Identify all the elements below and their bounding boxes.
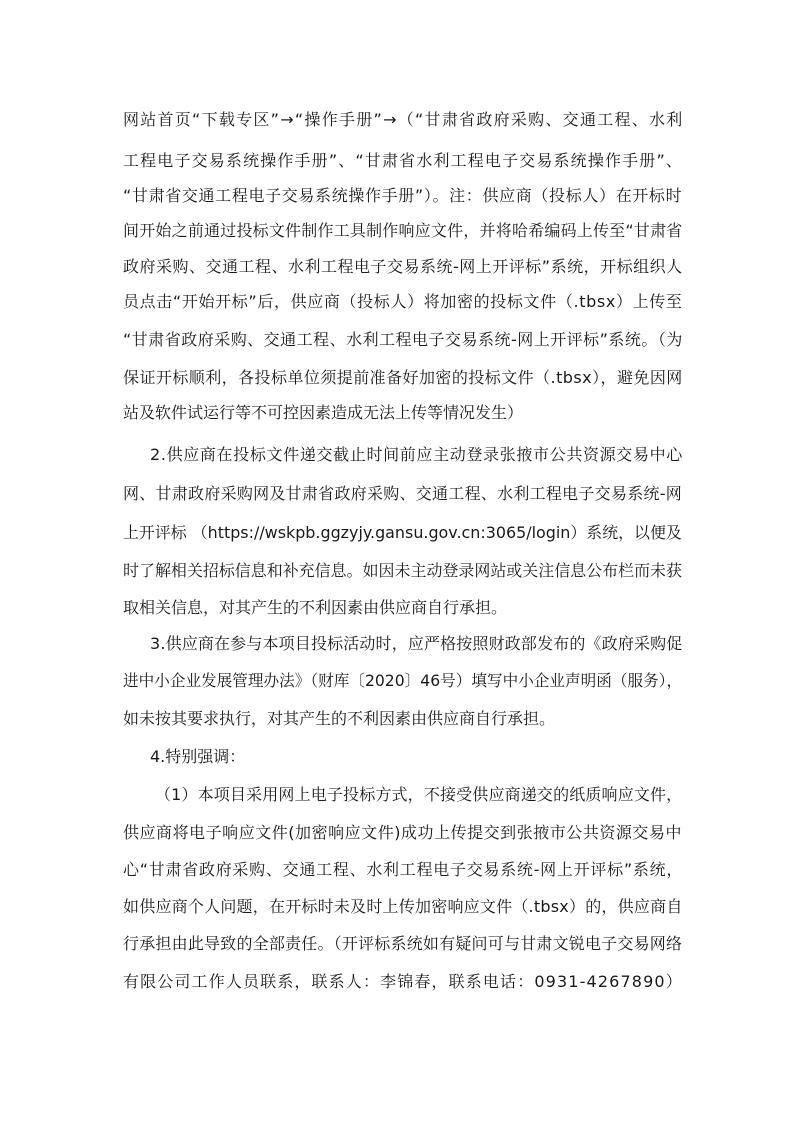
paragraph-line: （1）本项目采用网上电子投标方式，不接受供应商递交的纸质响应文件， bbox=[155, 785, 683, 804]
paragraph-line: 工程电子交易系统操作手册”、“甘肃省水利工程电子交易系统操作手册”、 bbox=[123, 151, 684, 170]
paragraph-line: 进中小企业发展管理办法》（财库〔2020〕46号）填写中小企业声明函（服务）， bbox=[123, 671, 683, 690]
paragraph-line: 间开始之前通过投标文件制作工具制作响应文件，并将哈希编码上传至“甘肃省 bbox=[123, 221, 683, 240]
paragraph-line: 网站首页“下载专区”→“操作手册”→（“甘肃省政府采购、交通工程、水利 bbox=[123, 110, 684, 129]
paragraph-line: 员点击“开始开标”后，供应商（投标人）将加密的投标文件（.tbsx）上传至 bbox=[123, 292, 683, 311]
paragraph-line: 取相关信息，对其产生的不利因素由供应商自行承担。 bbox=[123, 598, 508, 617]
paragraph-line: 供应商将电子响应文件(加密响应文件)成功上传提交到张掖市公共资源交易中 bbox=[123, 823, 683, 842]
paragraph-line: 如未按其要求执行，对其产生的不利因素由供应商自行承担。 bbox=[123, 709, 556, 728]
paragraph-line: 心“甘肃省政府采购、交通工程、水利工程电子交易系统-网上开评标”系统， bbox=[123, 860, 684, 879]
paragraph-line: 时了解相关招标信息和补充信息。如因未主动登录网站或关注信息公布栏而未获 bbox=[123, 561, 683, 580]
paragraph-line: 站及软件试运行等不可控因素造成无法上传等情况发生） bbox=[123, 403, 524, 422]
paragraph-line: 上开评标 （https://wskpb.ggzyjy.gansu.gov.cn:3065/login）系统，以便及 bbox=[123, 523, 682, 542]
paragraph-line: 行承担由此导致的全部责任。（开评标系统如有疑问可与甘肃文锐电子交易网络 bbox=[123, 934, 683, 953]
paragraph-line: “甘肃省政府采购、交通工程、水利工程电子交易系统-网上开评标”系统。（为 bbox=[123, 330, 683, 349]
paragraph-line: 如供应商个人问题，在开标时未及时上传加密响应文件（.tbsx）的，供应商自 bbox=[123, 897, 683, 916]
paragraph-line: “甘肃省交通工程电子交易系统操作手册”）。注：供应商（投标人）在开标时 bbox=[123, 186, 683, 205]
section-heading: 4.特别强调： bbox=[150, 747, 246, 766]
paragraph-line: 保证开标顺利，各投标单位须提前准备好加密的投标文件（.tbsx），避免因网 bbox=[123, 368, 683, 387]
paragraph-line: 有限公司工作人员联系，联系人：李锦春，联系电话：0931-4267890） bbox=[123, 972, 683, 991]
paragraph-line: 政府采购、交通工程、水利工程电子交易系统-网上开评标”系统，开标组织人 bbox=[123, 257, 683, 276]
paragraph-line: 3.供应商在参与本项目投标活动时，应严格按照财政部发布的《政府采购促 bbox=[150, 634, 683, 653]
paragraph-line: 网、甘肃政府采购网及甘肃省政府采购、交通工程、水利工程电子交易系统-网 bbox=[123, 484, 683, 503]
paragraph-line: 2.供应商在投标文件递交截止时间前应主动登录张掖市公共资源交易中心 bbox=[150, 445, 683, 464]
